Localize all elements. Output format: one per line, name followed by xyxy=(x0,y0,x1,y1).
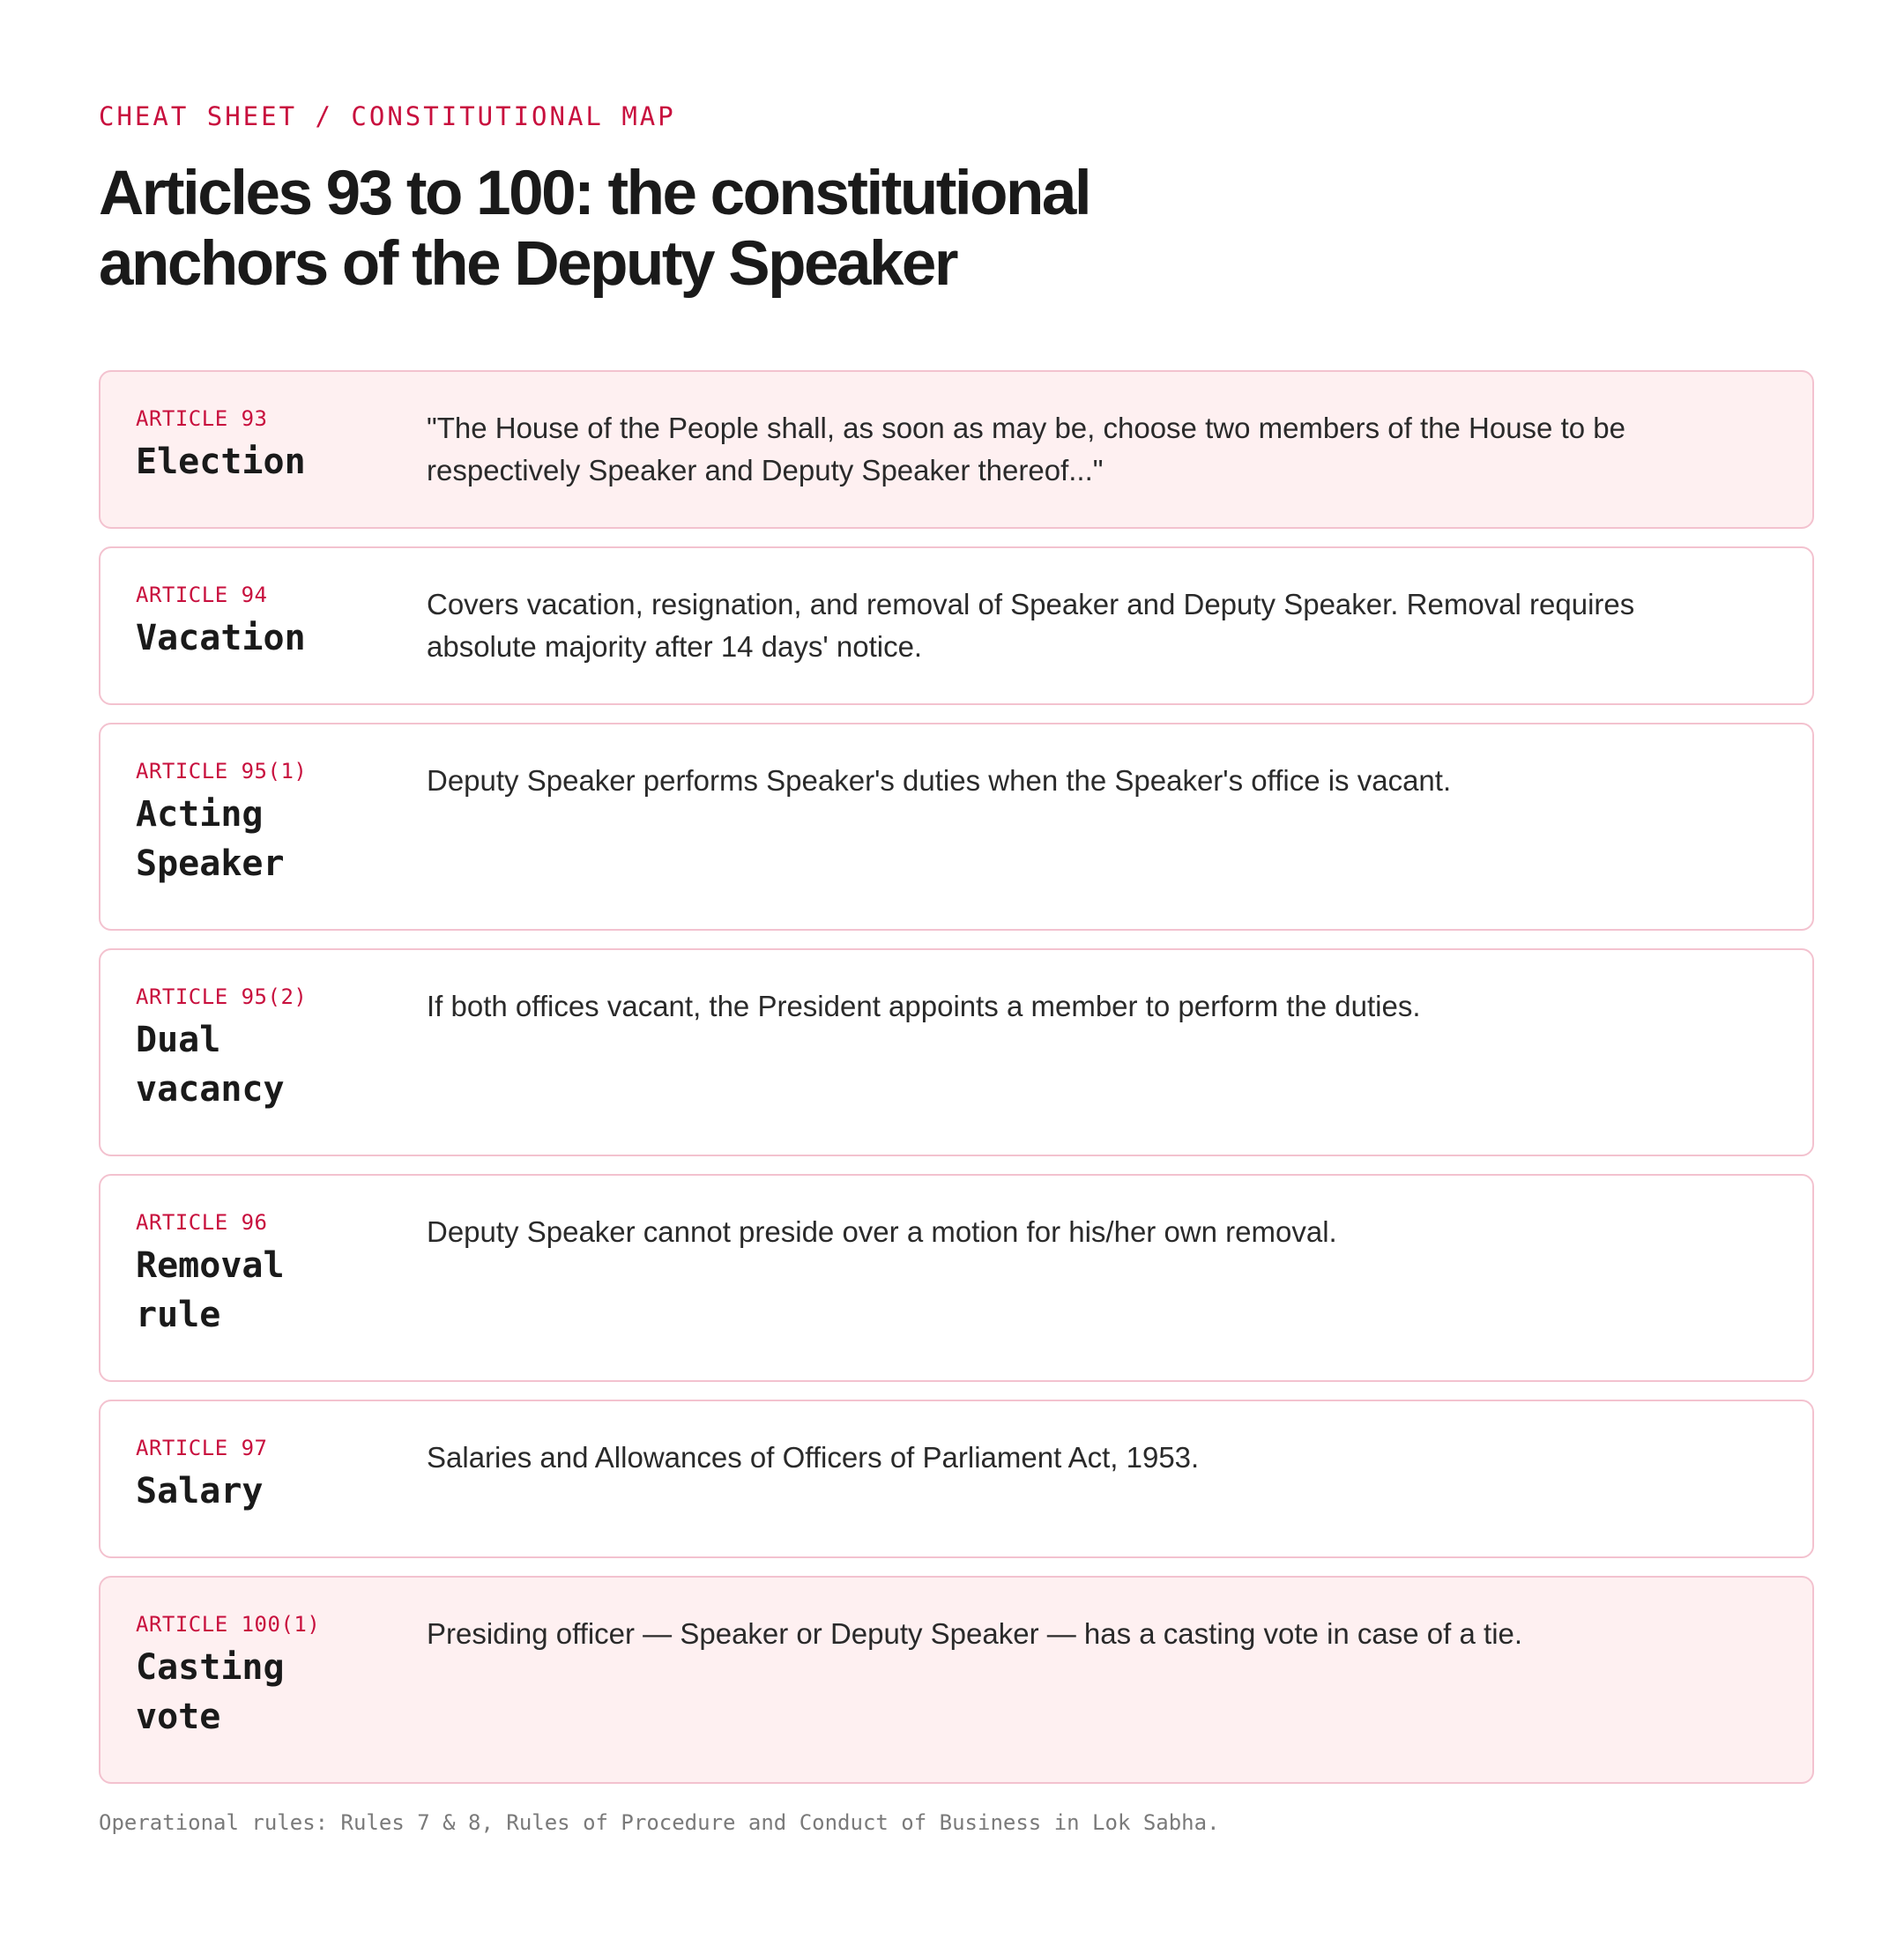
article-heading xyxy=(136,758,427,888)
article-heading xyxy=(136,1435,427,1516)
article-number: ARTICLE 96 xyxy=(136,1210,268,1235)
page-title: Articles 93 to 100: the constitutional anchors of the Deputy Speaker xyxy=(99,159,1090,299)
article-heading xyxy=(136,582,427,663)
article-heading xyxy=(136,1611,427,1742)
article-number: ARTICLE 93 xyxy=(136,406,268,431)
article-heading xyxy=(136,405,427,486)
article-card-94 xyxy=(99,546,1814,705)
footnote: Operational rules: Rules 7 & 8, Rules of Procedure and Conduct of Business in Lok Sabha. xyxy=(99,1810,1220,1835)
cheat-sheet-page xyxy=(99,99,1814,1837)
article-number: ARTICLE 95(2) xyxy=(136,984,308,1009)
article-description: Covers vacation, resignation, and removal of Speaker and Deputy Speaker. Removal requires absolute majority after 14 days' notice. xyxy=(427,588,1635,663)
article-description: Presiding officer — Speaker or Deputy Speaker — has a casting vote in case of a tie. xyxy=(427,1617,1523,1650)
article-card-95-1 xyxy=(99,723,1814,931)
article-card-93 xyxy=(99,370,1814,529)
article-topic: Acting Speaker xyxy=(136,794,285,884)
article-card-97 xyxy=(99,1400,1814,1558)
article-description: If both offices vacant, the President appoints a member to perform the duties. xyxy=(427,990,1421,1022)
article-topic: Removal rule xyxy=(136,1245,285,1335)
article-topic: Dual vacancy xyxy=(136,1020,285,1110)
article-list xyxy=(99,370,1814,1784)
article-description: Deputy Speaker cannot preside over a motion for his/her own removal. xyxy=(427,1215,1337,1248)
article-heading xyxy=(136,1209,427,1340)
article-card-95-2 xyxy=(99,948,1814,1156)
article-heading xyxy=(136,984,427,1114)
article-description: "The House of the People shall, as soon as may be, choose two members of the House to be respectively Speaker and Deputy Speaker thereof..." xyxy=(427,412,1625,486)
eyebrow-label: CHEAT SHEET / CONSTITUTIONAL MAP xyxy=(99,101,676,131)
article-topic: Salary xyxy=(136,1471,264,1511)
article-card-100-1 xyxy=(99,1576,1814,1784)
article-number: ARTICLE 94 xyxy=(136,583,268,607)
article-number: ARTICLE 95(1) xyxy=(136,759,308,784)
article-topic: Casting vote xyxy=(136,1647,285,1737)
article-number: ARTICLE 100(1) xyxy=(136,1612,321,1637)
article-description: Deputy Speaker performs Speaker's duties when the Speaker's office is vacant. xyxy=(427,764,1452,797)
article-topic: Vacation xyxy=(136,618,306,658)
article-topic: Election xyxy=(136,442,306,482)
article-number: ARTICLE 97 xyxy=(136,1436,268,1460)
article-card-96 xyxy=(99,1174,1814,1382)
article-description: Salaries and Allowances of Officers of Parliament Act, 1953. xyxy=(427,1441,1200,1474)
